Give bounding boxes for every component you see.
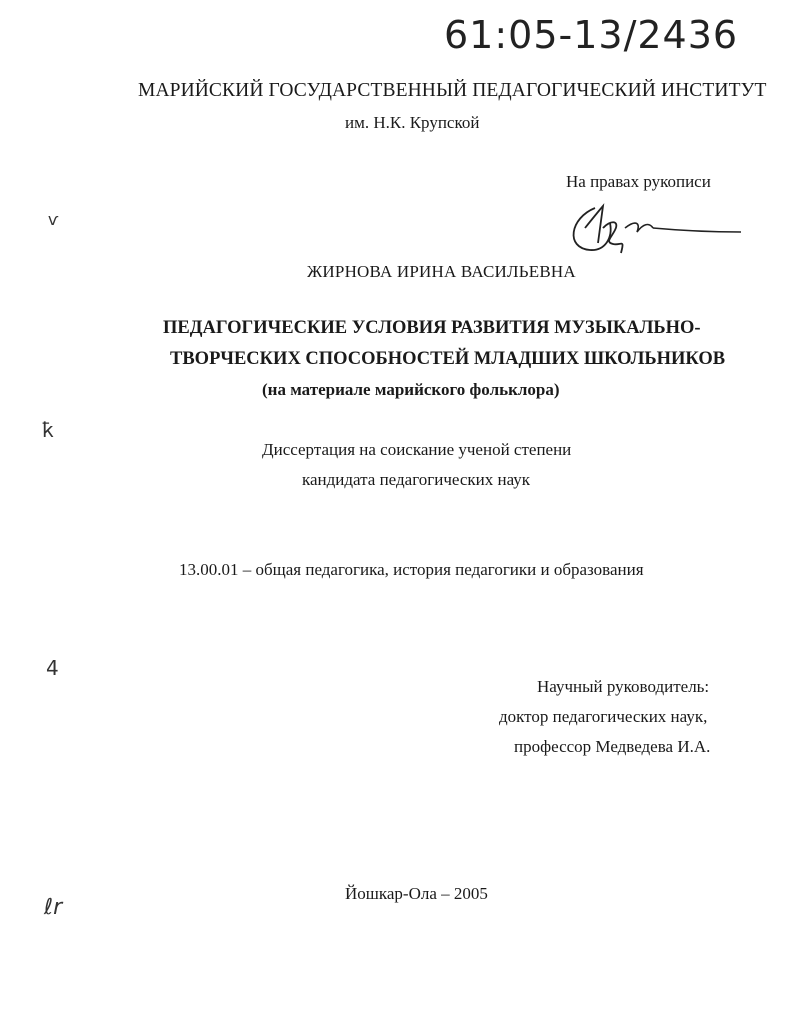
dissertation-title-line-2: ТВОРЧЕСКИХ СПОСОБНОСТЕЙ МЛАДШИХ ШКОЛЬНИКОВ	[170, 349, 726, 369]
author-name: ЖИРНОВА ИРИНА ВАСИЛЬЕВНА	[307, 262, 576, 281]
margin-mark: ҟ	[42, 418, 55, 442]
dissertation-type-line-2: кандидата педагогических наук	[302, 470, 531, 489]
institution-name: МАРИЙСКИЙ ГОСУДАРСТВЕННЫЙ ПЕДАГОГИЧЕСКИЙ ИНСТИТУТ	[138, 80, 767, 101]
supervisor-degree: доктор педагогических наук,	[499, 707, 708, 726]
supervisor-label: Научный руководитель:	[537, 677, 710, 696]
margin-mark: ѵ	[48, 210, 59, 229]
archive-stamp	[440, 8, 740, 58]
dissertation-type-line-1: Диссертация на соискание ученой степени	[262, 440, 572, 459]
dissertation-subtitle: (на материале марийского фольклора)	[262, 380, 560, 399]
supervisor-name: профессор Медведева И.А.	[514, 737, 711, 756]
margin-mark: ℓr	[44, 895, 63, 920]
margin-mark: 4	[46, 656, 59, 680]
city-year: Йошкар-Ола – 2005	[345, 884, 488, 903]
institution-named-after: им. Н.К. Крупской	[345, 113, 480, 132]
manuscript-rights-label: На правах рукописи	[566, 172, 711, 191]
dissertation-title-line-1: ПЕДАГОГИЧЕСКИЕ УСЛОВИЯ РАЗВИТИЯ МУЗЫКАЛЬНО-	[163, 318, 701, 338]
specialty-code: 13.00.01 – общая педагогика, история педагогики и образования	[179, 560, 644, 579]
archive-stamp-text: 61:05-13/2436	[444, 13, 739, 57]
author-signature	[565, 198, 745, 258]
